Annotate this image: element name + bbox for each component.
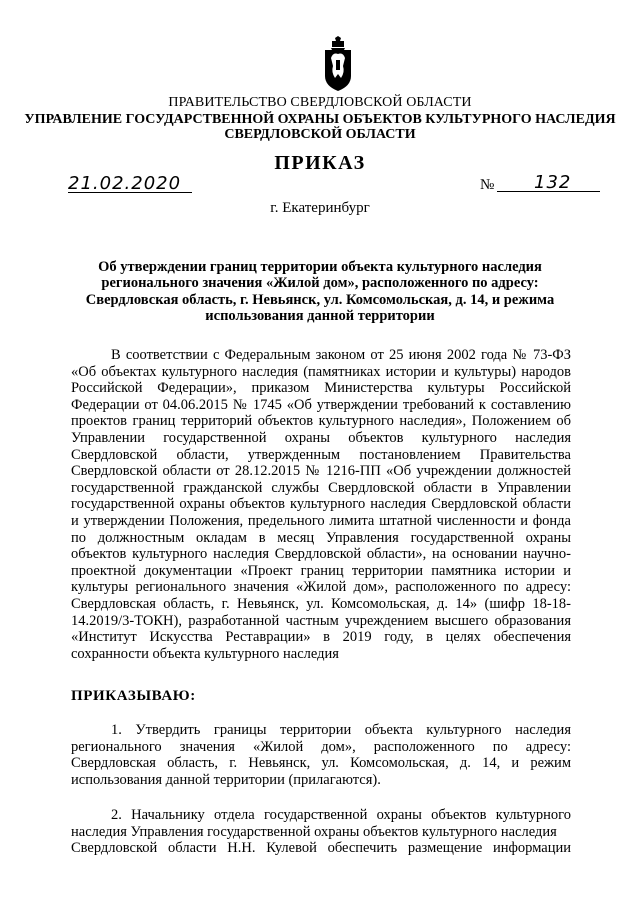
number-sign: № <box>480 177 495 193</box>
government-name: ПРАВИТЕЛЬСТВО СВЕРДЛОВСКОЙ ОБЛАСТИ <box>168 95 472 110</box>
city-line: г. Екатеринбург <box>270 200 370 216</box>
order-subject: Об утверждении границ территории объекта культурного наследия регионального значения «Жилой дом», расположенного по адресу: Свердловская область, г. Невьянск, ул. Комсомольская, д. 14, и режима использования данной территории <box>85 259 555 324</box>
sverdlovsk-oblast-coat-of-arms-icon <box>323 36 353 92</box>
department-name-line1: УПРАВЛЕНИЕ ГОСУДАРСТВЕННОЙ ОХРАНЫ ОБЪЕКТОВ КУЛЬТУРНОГО НАСЛЕДИЯ <box>24 112 616 127</box>
handwritten-order-number: 132 <box>534 172 572 193</box>
document-type-title: ПРИКАЗ <box>274 152 366 174</box>
date-underline <box>68 192 192 193</box>
order-item-2-continued: Свердловской области Н.Н. Кулевой обеспечить размещение информации <box>71 840 571 856</box>
number-underline <box>497 191 600 192</box>
preamble-paragraph: В соответствии с Федеральным законом от 25 июня 2002 года № 73-ФЗ «Об объектах культурного наследия (памятниках истории и культуры) народов Российской Федерации», приказом Министерства культуры Российской Федерации от 04.06.2015 № 1745 «Об утверждении требований к составлению проектов границ территорий объектов культурного наследия», Положением об Управлении государственной охраны объектов культурного наследия Свердловской области, утвержденным постановлением Правительства Свердловской области от 28.12.2015 № 1216-ПП «Об учреждении должностей государственной гражданской службы Свердловской области в Управлении государственной охраны объектов культурного наследия Свердловской области и утверждении Положения, предельного лимита штатной численности и фонда по должностным окладам в месяц Управления государственной охраны объектов культурного наследия Свердловской области», на основании научно-проектной документации «Проект границ территории памятника истории и культуры регионального значения «Жилой дом», расположенного по адресу: Свердловская область, г. Невьянск, ул. Комсомольская, д. 14» (шифр 18-18-14.2019/3-ТОКН), разработанной частным учреждением высшего образования «Институт Искусства Реставрации» в 2019 году, в целях обеспечения сохранности объекта культурного наследия <box>71 347 571 662</box>
order-heading: ПРИКАЗЫВАЮ: <box>71 688 196 704</box>
order-item-2: 2. Начальнику отдела государственной охраны объектов культурного наследия Управления государственной охраны объектов культурного наследия <box>71 807 571 840</box>
order-item-1: 1. Утвердить границы территории объекта культурного наследия регионального значения «Жилой дом», расположенного по адресу: Свердловская область, г. Невьянск, ул. Комсомольская, д. 14, и режим использования данной территории (прилагаются). <box>71 722 571 788</box>
handwritten-date: 21.02.2020 <box>68 173 182 194</box>
department-name-line2: СВЕРДЛОВСКОЙ ОБЛАСТИ <box>224 127 416 142</box>
